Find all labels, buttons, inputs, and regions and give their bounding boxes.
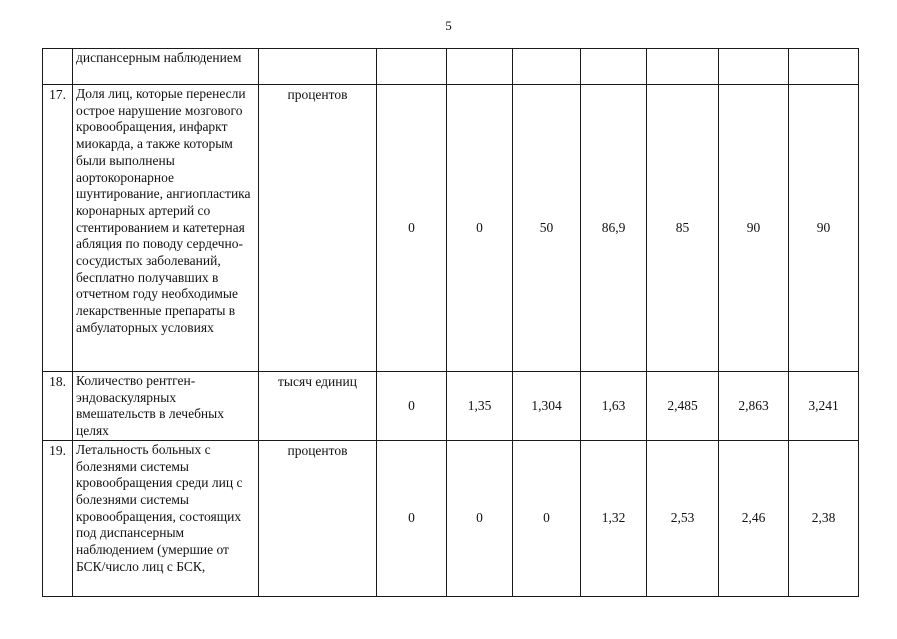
value-cell: 86,9: [581, 85, 647, 372]
table-row: [43, 85, 859, 372]
value-cell: [789, 49, 859, 85]
value-cell: 0: [447, 85, 513, 372]
table-row: [43, 49, 859, 85]
unit-of-measure: [259, 49, 377, 85]
table-row: [43, 372, 859, 441]
value-cell: 0: [447, 440, 513, 596]
value-cell: 3,241: [789, 372, 859, 441]
value-cell: 90: [719, 85, 789, 372]
unit-of-measure: процентов: [259, 440, 377, 596]
value-cell: 1,32: [581, 440, 647, 596]
value-cell: [377, 49, 447, 85]
indicator-name: Летальность больных с болезнями системы кровообращения среди лиц с болезнями системы кровообращения, состоящих под диспансерным наблюдением (умершие от БСК/число лиц с БСК,: [73, 440, 259, 596]
value-cell: 2,863: [719, 372, 789, 441]
value-cell: 2,485: [647, 372, 719, 441]
value-cell: 0: [513, 440, 581, 596]
value-cell: 0: [377, 440, 447, 596]
indicator-name: Количество рентген-эндоваскулярных вмешательств в лечебных целях: [73, 372, 259, 441]
value-cell: [719, 49, 789, 85]
value-cell: 2,53: [647, 440, 719, 596]
value-cell: 2,46: [719, 440, 789, 596]
value-cell: 1,63: [581, 372, 647, 441]
value-cell: 50: [513, 85, 581, 372]
value-cell: [581, 49, 647, 85]
unit-of-measure: процентов: [259, 85, 377, 372]
page-number: 5: [445, 18, 452, 33]
value-cell: 1,35: [447, 372, 513, 441]
value-cell: [513, 49, 581, 85]
value-cell: 0: [377, 372, 447, 441]
unit-of-measure: тысяч единиц: [259, 372, 377, 441]
value-cell: [647, 49, 719, 85]
indicator-name: диспансерным наблюдением: [73, 49, 259, 85]
value-cell: 90: [789, 85, 859, 372]
row-number: 17.: [43, 85, 73, 372]
row-number: [43, 49, 73, 85]
value-cell: 1,304: [513, 372, 581, 441]
value-cell: 0: [377, 85, 447, 372]
value-cell: [447, 49, 513, 85]
value-cell: 85: [647, 85, 719, 372]
indicator-name: Доля лиц, которые перенесли острое нарушение мозгового кровообращения, инфаркт миокарда, а также которым были выполнены аортокоронарное шунтирование, ангиопластика коронарных артерий со стентированием и катетерная абляция по поводу сердечно-сосудистых заболеваний, бесплатно получавших в отчетном году необходимые лекарственные препараты в амбулаторных условиях: [73, 85, 259, 372]
row-number: 18.: [43, 372, 73, 441]
row-number: 19.: [43, 440, 73, 596]
indicators-table: [42, 48, 859, 597]
value-cell: 2,38: [789, 440, 859, 596]
table-row: [43, 440, 859, 596]
